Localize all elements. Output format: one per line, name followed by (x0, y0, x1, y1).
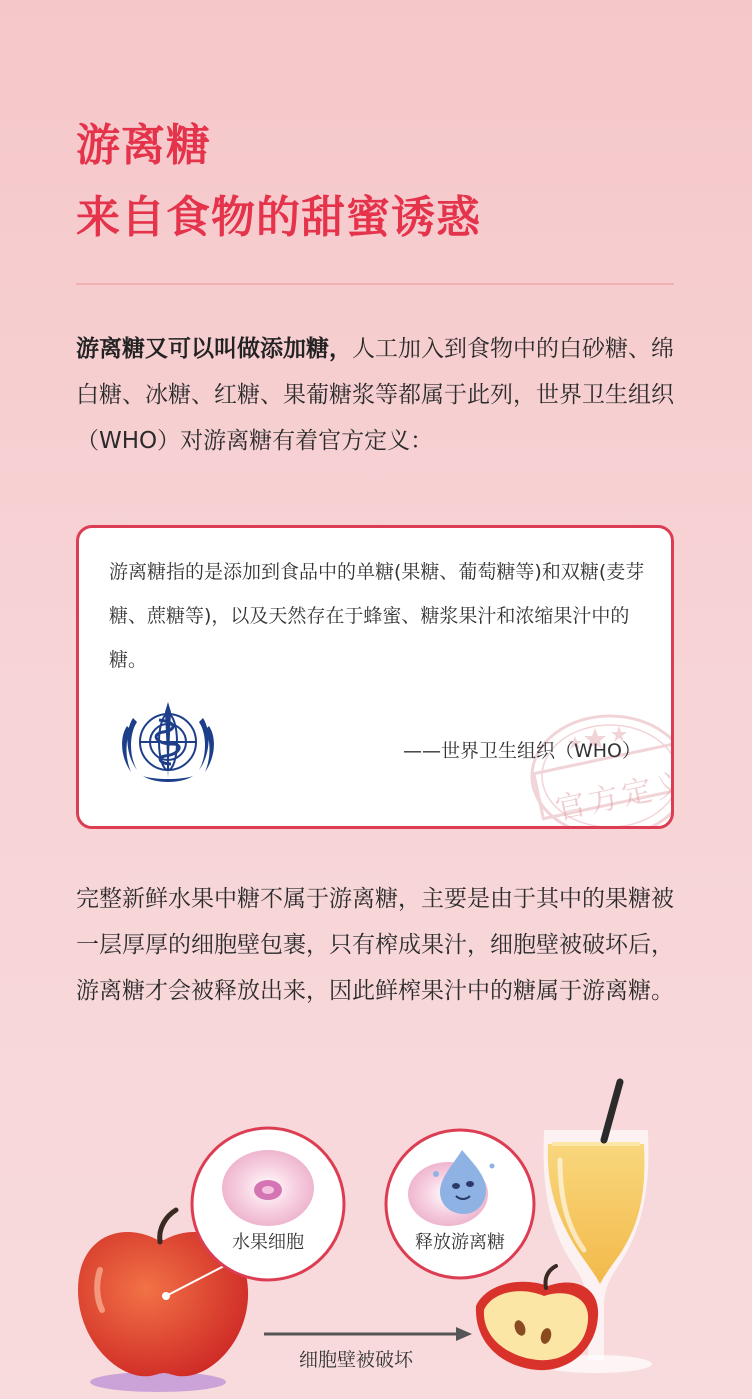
page-title: 游离糖 (76, 120, 211, 171)
arrow-right-icon (264, 1327, 472, 1341)
quote-text: 游离糖指的是添加到食品中的单糖(果糖、葡萄糖等)和双糖(麦芽糖、蔗糖等)，以及天然存在于蜂蜜、糖浆果汁和浓缩果汁中的糖。 (109, 561, 645, 671)
quote-card (76, 525, 693, 829)
sugar-release-bubble (386, 1130, 534, 1278)
intro-paragraph (76, 326, 682, 464)
fruit-cell-bubble (192, 1128, 344, 1280)
quote-source: ——世界卫生组织（WHO） (402, 740, 641, 762)
intro-bold-text: 游离糖又可以叫做添加糖， (76, 336, 352, 362)
intro-text: 人工加入到食物中的白砂糖、绵白糖、冰糖、红糖、果葡糖浆等都属于此列，世界卫生组织（WHO）对游离糖有着官方定义： (76, 336, 674, 454)
juice-illustration (0, 1070, 752, 1399)
half-apple-icon (476, 1266, 598, 1370)
section-divider (76, 283, 674, 285)
fruit-cell-label: 水果细胞 (232, 1232, 304, 1253)
who-logo-icon (115, 698, 221, 788)
arrow-label: 细胞壁被破坏 (298, 1349, 414, 1371)
body-paragraph: 完整新鲜水果中糖不属于游离糖，主要是由于其中的果糖被一层厚厚的细胞壁包裹，只有榨成果汁，细胞壁被破坏后，游离糖才会被释放出来，因此鲜榨果汁中的糖属于游离糖。 (76, 886, 674, 1004)
stamp-text: 官方定义 (552, 764, 693, 828)
sugar-release-label: 释放游离糖 (415, 1232, 505, 1253)
page-subtitle: 来自食物的甜蜜诱惑 (76, 192, 481, 243)
